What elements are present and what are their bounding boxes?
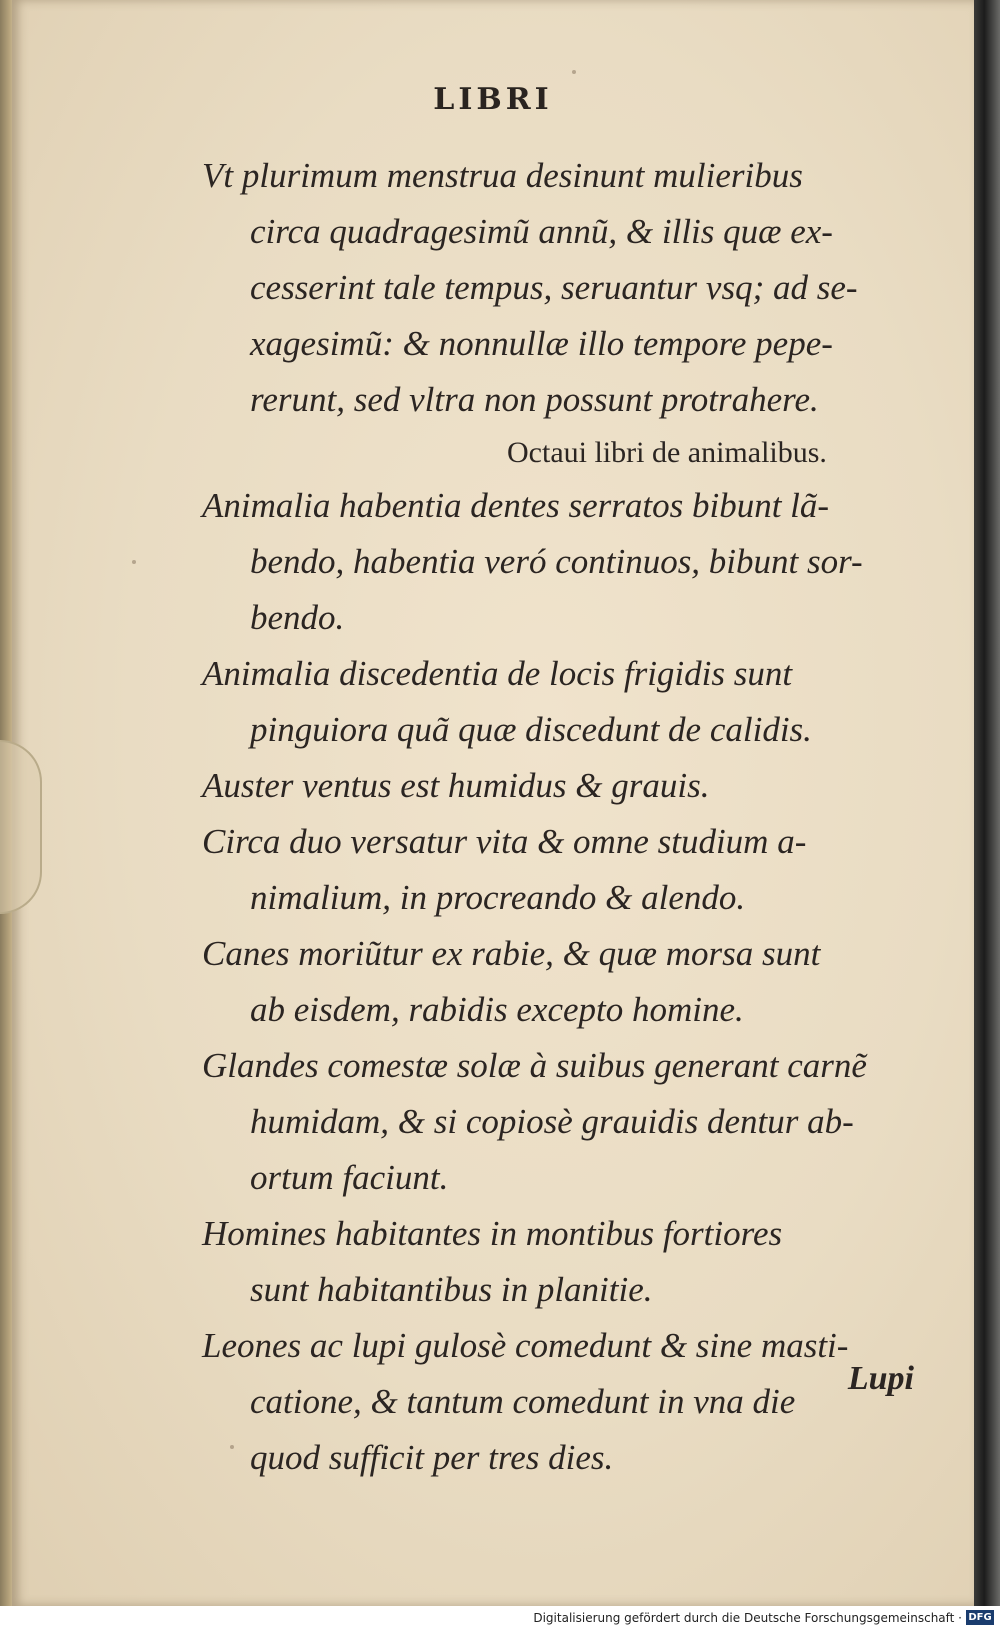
entry-line: Animalia discedentia de locis frigidis sunt	[202, 654, 793, 693]
footer-credit: Digitalisierung gefördert durch die Deutsche Forschungsgemeinschaft ·	[533, 1611, 962, 1625]
entries-list	[202, 478, 952, 1486]
paper-speck	[132, 560, 136, 564]
text-line: cesserint tale tempus, seruantur vsq; ad se-	[250, 268, 858, 307]
entry-line: sunt habitantibus in planitie.	[250, 1270, 653, 1309]
entry-line: catione, & tantum comedunt in vna die	[250, 1382, 796, 1421]
book-page	[12, 0, 974, 1606]
entry-line: Homines habitantes in montibus fortiores	[202, 1214, 783, 1253]
entry-line: bendo.	[250, 598, 345, 637]
digitization-footer	[0, 1606, 1000, 1631]
entry-line: nimalium, in procreando & alendo.	[250, 878, 746, 917]
page-tab-marker	[0, 740, 42, 914]
paper-speck	[230, 1445, 234, 1449]
entry-line: pinguiora quã quæ discedunt de calidis.	[250, 710, 812, 749]
entry-line: ab eisdem, rabidis excepto homine.	[250, 990, 744, 1029]
running-head: LIBRI	[433, 82, 553, 117]
entry-line: Circa duo versatur vita & omne studium a-	[202, 822, 807, 861]
catchword: Lupi	[847, 1360, 914, 1397]
entry-line: Glandes comestæ solæ à suibus generant carnẽ	[202, 1046, 867, 1085]
text-line: circa quadragesimũ annũ, & illis quæ ex-	[250, 212, 833, 251]
book-fore-edge	[974, 0, 1000, 1606]
intro-paragraph	[202, 148, 952, 428]
page-text	[202, 148, 952, 1486]
entry-line: Animalia habentia dentes serratos bibunt lã-	[202, 486, 830, 525]
entry-line: quod sufficit per tres dies.	[250, 1438, 614, 1477]
entry-line: humidam, & si copiosè grauidis dentur ab-	[250, 1102, 854, 1141]
text-line: rerunt, sed vltra non possunt protrahere.	[250, 380, 819, 419]
dfg-logo: DFG	[966, 1610, 994, 1625]
text-line: Vt plurimum menstrua desinunt mulieribus	[202, 156, 803, 195]
text-line: xagesimũ: & nonnullæ illo tempore pepe-	[250, 324, 833, 363]
entry-line: ortum faciunt.	[250, 1158, 449, 1197]
entry-line: Auster ventus est humidus & grauis.	[202, 766, 710, 805]
entry-line: bendo, habentia veró continuos, bibunt sor-	[250, 542, 863, 581]
entry-line: Leones ac lupi gulosè comedunt & sine masti-	[202, 1326, 849, 1365]
section-heading: Octaui libri de animalibus.	[507, 436, 827, 469]
paper-speck	[572, 70, 576, 74]
entry-line: Canes moriũtur ex rabie, & quæ morsa sunt	[202, 934, 821, 973]
